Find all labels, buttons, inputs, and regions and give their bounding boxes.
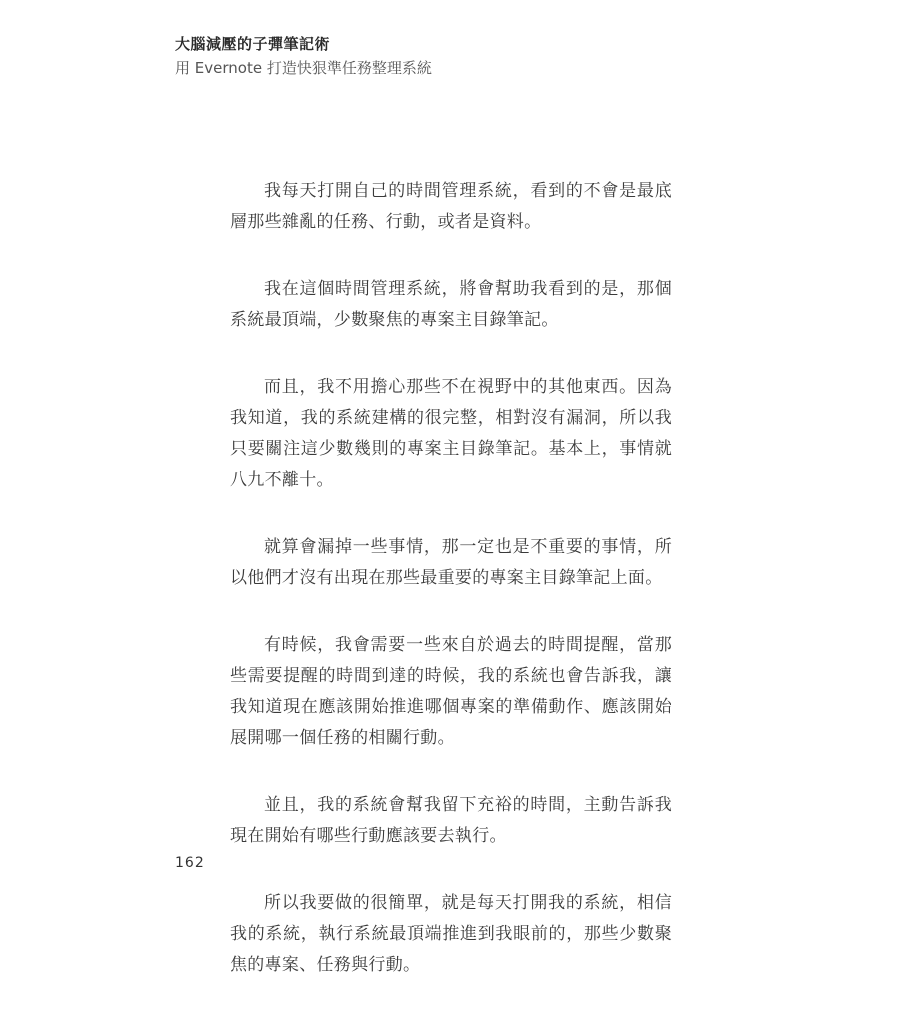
paragraph: 並且，我的系統會幫我留下充裕的時間，主動告訴我現在開始有哪些行動應該要去執行。 <box>230 795 672 846</box>
paragraph: 我每天打開自己的時間管理系統，看到的不會是最底層那些雜亂的任務、行動，或者是資料。 <box>230 181 672 232</box>
page-number: 162 <box>175 855 205 871</box>
paragraph: 所以我要做的很簡單，就是每天打開我的系統，相信我的系統，執行系統最頂端推進到我眼前的，那些少數聚焦的專案、任務與行動。 <box>230 893 672 975</box>
running-header <box>175 34 775 79</box>
paragraph: 就算會漏掉一些事情，那一定也是不重要的事情，所以他們才沒有出現在那些最重要的專案主目錄筆記上面。 <box>230 537 672 588</box>
paragraph: 而且，我不用擔心那些不在視野中的其他東西。因為我知道，我的系統建構的很完整，相對沒有漏洞，所以我只要關注這少數幾則的專案主目錄筆記。基本上，事情就八九不離十。 <box>230 377 672 490</box>
paragraph: 我在這個時間管理系統，將會幫助我看到的是，那個系統最頂端，少數聚焦的專案主目錄筆記。 <box>230 279 672 330</box>
book-title: 大腦減壓的子彈筆記術 <box>175 35 331 53</box>
paragraph: 有時候，我會需要一些來自於過去的時間提醒，當那些需要提醒的時間到達的時候，我的系統也會告訴我，讓我知道現在應該開始推進哪個專案的準備動作、應該開始展開哪一個任務的相關行動。 <box>230 635 672 748</box>
book-subtitle: 用 Evernote 打造快狠準任務整理系統 <box>175 59 432 77</box>
body-text <box>230 176 672 1017</box>
